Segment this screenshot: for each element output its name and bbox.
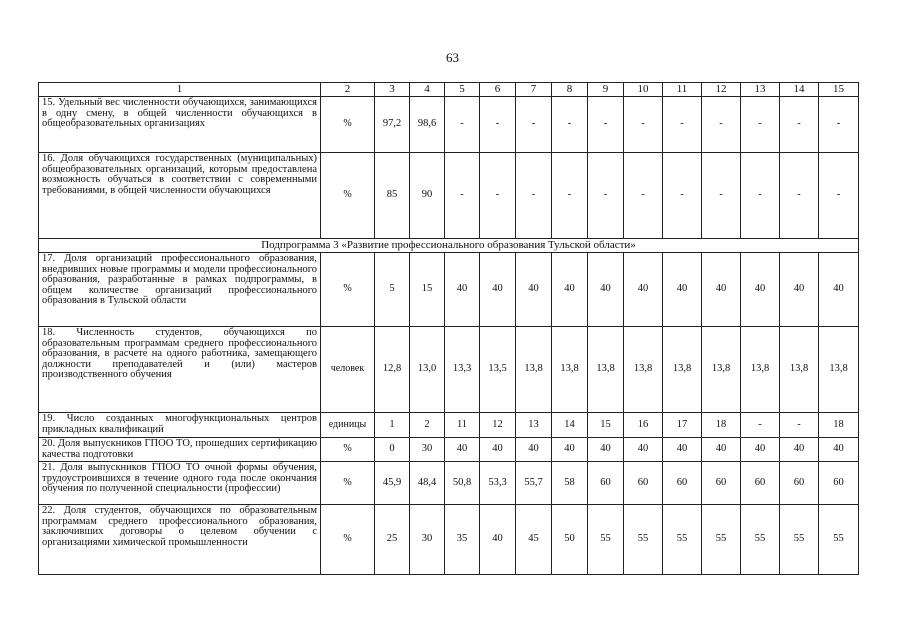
indicator-name: 15. Удельный вес численности обучающихся, занимающихся в одну смену, в общей численности обучающихся в общеобразовательных организациях — [39, 97, 321, 153]
table-row — [39, 438, 859, 462]
value-cell: - — [702, 153, 741, 239]
indicator-name: 22. Доля студентов, обучающихся по образовательным программам среднего профессионального образования, заключивших договоры о целевом обучении с организациями химической промышленности — [39, 505, 321, 575]
value-cell: 35 — [445, 505, 480, 575]
value-cell: - — [702, 97, 741, 153]
value-cell: 40 — [516, 438, 552, 462]
value-cell: - — [780, 97, 819, 153]
value-cell: 15 — [588, 413, 624, 438]
header-cell: 2 — [321, 83, 375, 97]
header-cell: 14 — [780, 83, 819, 97]
value-cell: 40 — [624, 438, 663, 462]
value-cell: - — [780, 413, 819, 438]
header-cell: 4 — [410, 83, 445, 97]
header-cell: 8 — [552, 83, 588, 97]
value-cell: 45,9 — [375, 462, 410, 505]
value-cell: 45 — [516, 505, 552, 575]
header-cell: 11 — [663, 83, 702, 97]
indicator-unit: человек — [321, 327, 375, 413]
value-cell: 55 — [741, 505, 780, 575]
header-cell: 7 — [516, 83, 552, 97]
value-cell: 60 — [702, 462, 741, 505]
value-cell: 97,2 — [375, 97, 410, 153]
value-cell: 40 — [702, 438, 741, 462]
indicator-name: 19. Число созданных многофункциональных центров прикладных квалификаций — [39, 413, 321, 438]
value-cell: 40 — [819, 438, 859, 462]
value-cell: - — [663, 153, 702, 239]
value-cell: 60 — [588, 462, 624, 505]
header-cell: 10 — [624, 83, 663, 97]
value-cell: 13,8 — [516, 327, 552, 413]
indicator-name: 20. Доля выпускников ГПОО ТО, прошедших сертификацию качества подготовки — [39, 438, 321, 462]
value-cell: - — [819, 97, 859, 153]
value-cell: 40 — [480, 505, 516, 575]
value-cell: 13,8 — [663, 327, 702, 413]
value-cell: 40 — [552, 253, 588, 327]
value-cell: 13,8 — [624, 327, 663, 413]
indicator-unit: % — [321, 505, 375, 575]
value-cell: 13,8 — [702, 327, 741, 413]
indicator-unit: % — [321, 462, 375, 505]
value-cell: - — [624, 97, 663, 153]
value-cell: - — [741, 413, 780, 438]
value-cell: 60 — [819, 462, 859, 505]
value-cell: - — [445, 97, 480, 153]
indicator-name: 16. Доля обучающихся государственных (муниципальных) общеобразовательных организаций, которым предоставлена возможность обучаться в соответствии с современными требованиями, в общей численности обучающихся — [39, 153, 321, 239]
value-cell: 40 — [588, 253, 624, 327]
value-cell: 13,8 — [588, 327, 624, 413]
value-cell: 40 — [624, 253, 663, 327]
value-cell: 55 — [588, 505, 624, 575]
value-cell: 13,5 — [480, 327, 516, 413]
value-cell: 17 — [663, 413, 702, 438]
value-cell: 13,8 — [780, 327, 819, 413]
value-cell: 13,3 — [445, 327, 480, 413]
header-cell: 12 — [702, 83, 741, 97]
value-cell: 55,7 — [516, 462, 552, 505]
value-cell: 55 — [819, 505, 859, 575]
indicator-name: 18. Численность студентов, обучающихся по образовательным программам среднего профессионального образования, в расчете на одного работника, замещающего должности преподавателей и (или) мастеров производственного обучения — [39, 327, 321, 413]
value-cell: 40 — [663, 253, 702, 327]
value-cell: 53,3 — [480, 462, 516, 505]
value-cell: - — [480, 153, 516, 239]
value-cell: - — [516, 97, 552, 153]
value-cell: - — [819, 153, 859, 239]
value-cell: 16 — [624, 413, 663, 438]
value-cell: 50,8 — [445, 462, 480, 505]
table-row — [39, 462, 859, 505]
header-cell: 9 — [588, 83, 624, 97]
indicator-name: 17. Доля организаций профессионального образования, внедривших новые программы и модели профессионального образования, разработанные в рамках подпрограммы, в общем количестве организаций профессионального образования в Тульской области — [39, 253, 321, 327]
page-number: 63 — [446, 50, 459, 65]
value-cell: 60 — [663, 462, 702, 505]
value-cell: - — [741, 97, 780, 153]
header-cell: 5 — [445, 83, 480, 97]
value-cell: 40 — [552, 438, 588, 462]
value-cell: 40 — [780, 253, 819, 327]
indicator-unit: % — [321, 253, 375, 327]
value-cell: 40 — [445, 253, 480, 327]
value-cell: - — [624, 153, 663, 239]
value-cell: 40 — [780, 438, 819, 462]
value-cell: 12 — [480, 413, 516, 438]
value-cell: 13,8 — [552, 327, 588, 413]
value-cell: - — [552, 97, 588, 153]
header-cell: 13 — [741, 83, 780, 97]
value-cell: 85 — [375, 153, 410, 239]
value-cell: - — [588, 97, 624, 153]
value-cell: 30 — [410, 438, 445, 462]
value-cell: 40 — [480, 253, 516, 327]
table-row — [39, 97, 859, 153]
value-cell: 40 — [588, 438, 624, 462]
section-title: Подпрограмма 3 «Развитие профессионального образования Тульской области» — [39, 239, 859, 253]
table-row — [39, 153, 859, 239]
value-cell: 11 — [445, 413, 480, 438]
value-cell: 14 — [552, 413, 588, 438]
header-cell: 3 — [375, 83, 410, 97]
value-cell: 55 — [780, 505, 819, 575]
value-cell: 55 — [663, 505, 702, 575]
value-cell: 40 — [516, 253, 552, 327]
header-cell: 6 — [480, 83, 516, 97]
value-cell: 13,8 — [819, 327, 859, 413]
value-cell: 30 — [410, 505, 445, 575]
value-cell: 90 — [410, 153, 445, 239]
value-cell: 40 — [741, 438, 780, 462]
indicator-unit: единицы — [321, 413, 375, 438]
value-cell: 58 — [552, 462, 588, 505]
value-cell: - — [741, 153, 780, 239]
value-cell: - — [445, 153, 480, 239]
value-cell: 60 — [624, 462, 663, 505]
value-cell: 55 — [624, 505, 663, 575]
table-row — [39, 505, 859, 575]
value-cell: 40 — [741, 253, 780, 327]
indicator-unit: % — [321, 153, 375, 239]
section-row — [39, 239, 859, 253]
value-cell: 12,8 — [375, 327, 410, 413]
value-cell: 55 — [702, 505, 741, 575]
value-cell: 48,4 — [410, 462, 445, 505]
value-cell: 50 — [552, 505, 588, 575]
indicator-unit: % — [321, 97, 375, 153]
value-cell: 2 — [410, 413, 445, 438]
value-cell: 60 — [780, 462, 819, 505]
indicator-name: 21. Доля выпускников ГПОО ТО очной формы обучения, трудоустроившихся в течение одного года после окончания обучения по полученной специальности (профессии) — [39, 462, 321, 505]
header-cell: 1 — [39, 83, 321, 97]
table-header-row — [39, 83, 859, 97]
value-cell: 18 — [702, 413, 741, 438]
value-cell: 18 — [819, 413, 859, 438]
value-cell: 5 — [375, 253, 410, 327]
value-cell: - — [588, 153, 624, 239]
indicators-table — [38, 82, 859, 575]
value-cell: 60 — [741, 462, 780, 505]
value-cell: - — [516, 153, 552, 239]
value-cell: 98,6 — [410, 97, 445, 153]
value-cell: - — [663, 97, 702, 153]
value-cell: 25 — [375, 505, 410, 575]
indicator-unit: % — [321, 438, 375, 462]
value-cell: - — [780, 153, 819, 239]
table-row — [39, 413, 859, 438]
value-cell: 1 — [375, 413, 410, 438]
table-row — [39, 253, 859, 327]
value-cell: - — [480, 97, 516, 153]
value-cell: 40 — [819, 253, 859, 327]
value-cell: 40 — [445, 438, 480, 462]
header-cell: 15 — [819, 83, 859, 97]
value-cell: 15 — [410, 253, 445, 327]
value-cell: 13,8 — [741, 327, 780, 413]
value-cell: 13 — [516, 413, 552, 438]
value-cell: 0 — [375, 438, 410, 462]
value-cell: - — [552, 153, 588, 239]
table-row — [39, 327, 859, 413]
value-cell: 40 — [663, 438, 702, 462]
value-cell: 40 — [702, 253, 741, 327]
value-cell: 40 — [480, 438, 516, 462]
value-cell: 13,0 — [410, 327, 445, 413]
